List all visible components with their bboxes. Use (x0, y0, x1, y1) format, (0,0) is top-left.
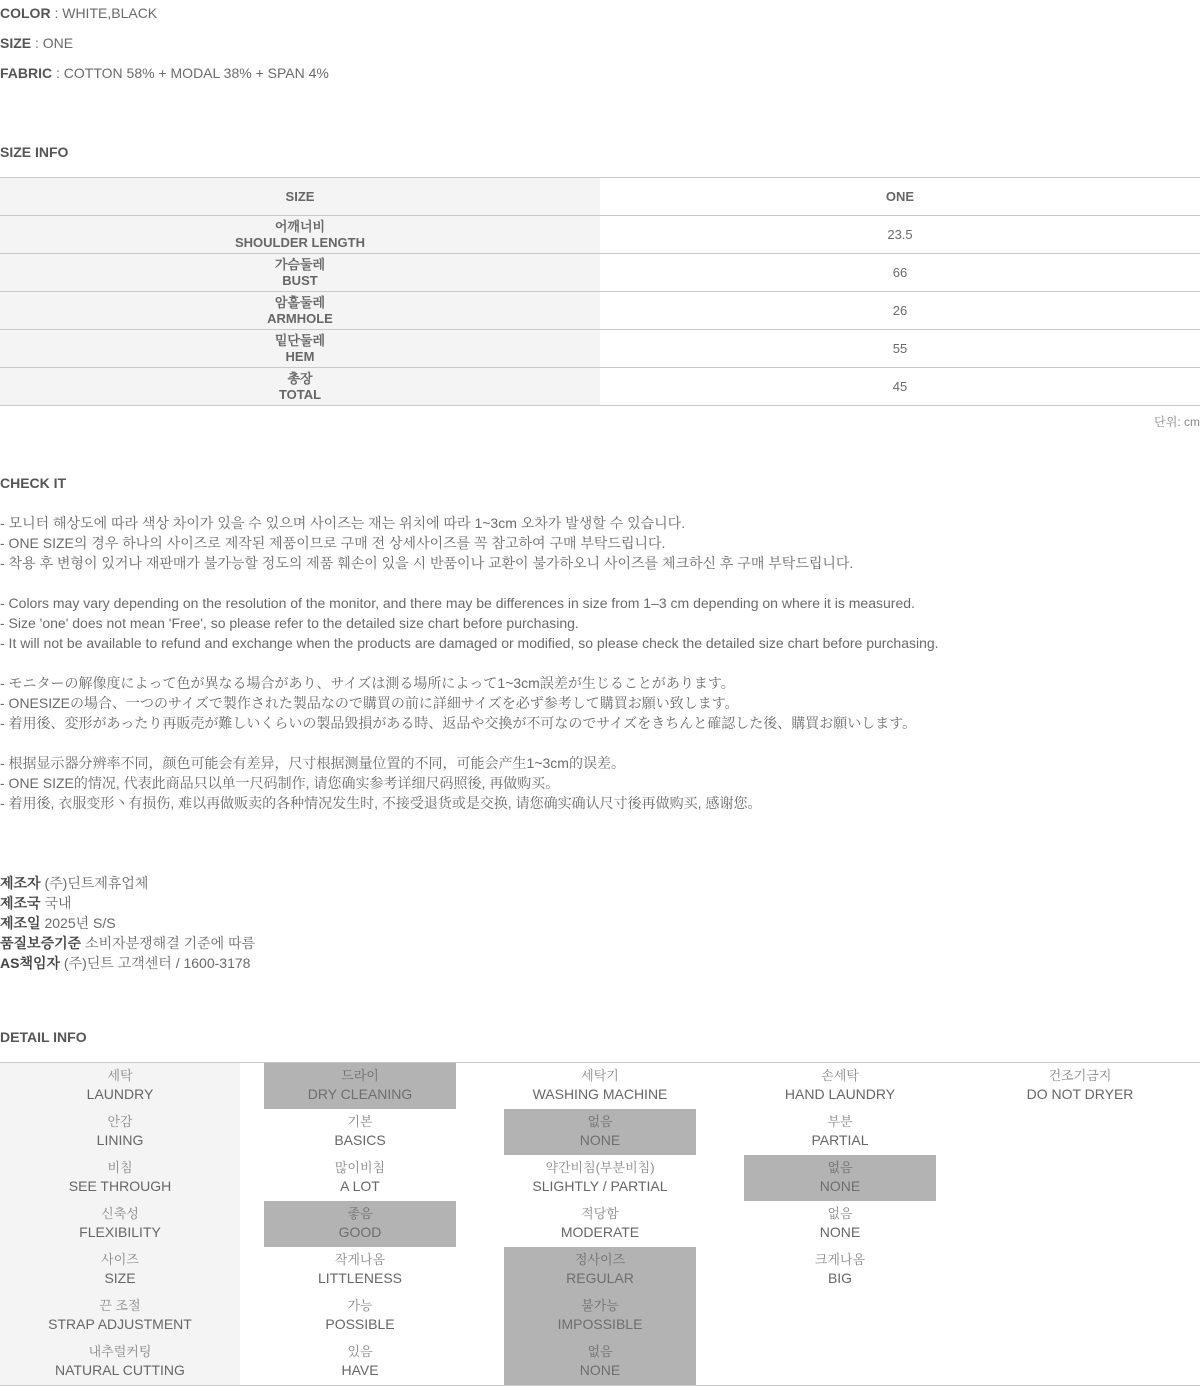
option-en: HAVE (341, 1362, 379, 1378)
spec-value: : COTTON 58% + MODAL 38% + SPAN 4% (56, 65, 329, 81)
detail-row-natural-cutting (0, 1339, 1200, 1385)
detail-label-en: LINING (96, 1132, 144, 1148)
spec-label: SIZE (0, 35, 32, 51)
option-ko: 건조기금지 (1048, 1068, 1112, 1083)
maker-value: 2025년 S/S (44, 915, 116, 931)
measure-label-ko: 암홀둘레 (274, 294, 326, 310)
detail-label-ko: 끈 조절 (99, 1298, 141, 1313)
detail-label (0, 1247, 240, 1293)
spec-size (0, 35, 73, 51)
option-ko: 없음 (587, 1344, 613, 1359)
maker-label: 품질보증기준 (0, 935, 82, 951)
detail-option (264, 1247, 456, 1293)
option-en: SLIGHTLY / PARTIAL (532, 1178, 668, 1194)
table-row (0, 368, 1200, 406)
detail-label-en: SEE THROUGH (68, 1178, 172, 1194)
maker-line (0, 953, 255, 973)
measure-value: 45 (600, 368, 1200, 406)
option-en: HAND LAUNDRY (784, 1086, 896, 1102)
option-en: MODERATE (560, 1224, 640, 1240)
detail-option (504, 1155, 696, 1201)
option-en: BIG (827, 1270, 853, 1286)
table-row (0, 254, 1200, 292)
detail-option (744, 1063, 936, 1109)
option-en: A LOT (340, 1178, 380, 1194)
detail-label (0, 1201, 240, 1247)
check-line: - Colors may vary depending on the resolution of the monitor, and there may be differences in size from 1–3 cm depending on where it is measured. (0, 595, 915, 611)
maker-line (0, 873, 255, 893)
detail-label (0, 1063, 240, 1109)
check-line: - Size 'one' does not mean 'Free', so please refer to the detailed size chart before purchasing. (0, 615, 579, 631)
measure-value: 26 (600, 292, 1200, 330)
detail-label-ko: 신축성 (101, 1206, 139, 1221)
option-en: BASICS (334, 1132, 386, 1148)
detail-label-ko: 비침 (107, 1160, 133, 1175)
table-row (0, 330, 1200, 368)
option-en: NONE (819, 1224, 861, 1240)
check-block-chinese (0, 753, 761, 813)
spec-value: : WHITE,BLACK (54, 5, 158, 21)
detail-option (264, 1201, 456, 1247)
option-en: DO NOT DRYER (1026, 1086, 1134, 1102)
detail-label-en: SIZE (104, 1270, 136, 1286)
measure-label-en: TOTAL (278, 386, 322, 402)
option-ko: 불가능 (581, 1298, 619, 1313)
check-block-japanese (0, 673, 916, 733)
option-ko: 적당함 (581, 1206, 619, 1221)
detail-label-ko: 내추럴커팅 (88, 1344, 152, 1359)
size-header-label: SIZE (0, 178, 600, 216)
measure-label-en: ARMHOLE (267, 310, 333, 326)
maker-label: 제조자 (0, 875, 41, 891)
option-ko: 세탁기 (581, 1068, 619, 1083)
detail-row-strap (0, 1293, 1200, 1339)
detail-option (744, 1109, 936, 1155)
table-row (0, 292, 1200, 330)
measure-label (0, 216, 600, 254)
detail-label (0, 1339, 240, 1385)
detail-label (0, 1155, 240, 1201)
detail-label-ko: 사이즈 (101, 1252, 139, 1267)
detail-option (264, 1109, 456, 1155)
check-line: - ONE SIZE的情况, 代表此商品只以单一尺码制作, 请您确实参考详细尺码照後, 再做购买。 (0, 775, 560, 791)
check-line: - ONESIZEの場合、一つのサイズで製作された製品なので購買の前に詳細サイズを必ず参考して購買お願い致します。 (0, 695, 739, 711)
check-block-korean (0, 513, 853, 573)
detail-option (744, 1155, 936, 1201)
option-ko: 가능 (347, 1298, 373, 1313)
detail-row-laundry (0, 1063, 1200, 1109)
size-info-title: SIZE INFO (0, 144, 69, 160)
option-en: WASHING MACHINE (532, 1086, 668, 1102)
check-line: - 착용 후 변형이 있거나 재판매가 불가능할 정도의 제품 훼손이 있을 시 반품이나 교환이 불가하오니 사이즈를 체크하신 후 구매 부탁드립니다. (0, 555, 854, 571)
option-ko: 없음 (827, 1160, 853, 1175)
check-line: - It will not be available to refund and exchange when the products are damaged or modified, so please check the detailed size chart before purchasing. (0, 635, 939, 651)
detail-label-ko: 안감 (107, 1114, 133, 1129)
measure-label (0, 368, 600, 406)
option-en: NONE (579, 1362, 621, 1378)
table-row (0, 216, 1200, 254)
detail-label (0, 1109, 240, 1155)
spec-fabric (0, 65, 329, 81)
measure-value: 23.5 (600, 216, 1200, 254)
detail-option (264, 1293, 456, 1339)
option-ko: 드라이 (341, 1068, 379, 1083)
option-en: POSSIBLE (325, 1316, 395, 1332)
detail-option (504, 1109, 696, 1155)
option-ko: 없음 (587, 1114, 613, 1129)
check-line: - 모니터 해상도에 따라 색상 차이가 있을 수 있으며 사이즈는 재는 위치에 따라 1~3cm 오차가 발생할 수 있습니다. (0, 515, 686, 531)
option-ko: 작게나옴 (334, 1252, 386, 1267)
detail-option (264, 1155, 456, 1201)
check-line: - モニターの解像度によって色が異なる場合があり、サイズは測る場所によって1~3cm誤差が生じることがあります。 (0, 675, 735, 691)
detail-option (744, 1201, 936, 1247)
check-line: - ONE SIZE의 경우 하나의 사이즈로 제작된 제품이므로 구매 전 상세사이즈를 꼭 참고하여 구매 부탁드립니다. (0, 535, 666, 551)
option-ko: 있음 (347, 1344, 373, 1359)
maker-label: 제조일 (0, 915, 41, 931)
measure-value: 66 (600, 254, 1200, 292)
option-ko: 손세탁 (821, 1068, 859, 1083)
maker-label: 제조국 (0, 895, 41, 911)
maker-line (0, 933, 255, 953)
detail-row-size (0, 1247, 1200, 1293)
measure-label-ko: 밑단둘레 (274, 332, 326, 348)
option-ko: 크게나옴 (814, 1252, 866, 1267)
detail-option (264, 1339, 456, 1385)
maker-value: (주)딘트제휴업체 (44, 875, 149, 891)
detail-table (0, 1062, 1200, 1386)
maker-value: (주)딘트 고객센터 / 1600-3178 (63, 955, 251, 971)
detail-label-ko: 세탁 (107, 1068, 133, 1083)
option-ko: 정사이즈 (574, 1252, 626, 1267)
check-line: - 着用後、変形があったり再販売が難しいくらいの製品毀損がある時、返品や交換が不可なのでサイズをきちんと確認した後、購買お願いします。 (0, 715, 917, 731)
check-block-english (0, 593, 939, 653)
measure-label-en: BUST (282, 272, 318, 288)
measure-value: 55 (600, 330, 1200, 368)
detail-option (264, 1063, 456, 1109)
option-ko: 없음 (827, 1206, 853, 1221)
spec-label: FABRIC (0, 65, 53, 81)
detail-label-en: STRAP ADJUSTMENT (48, 1316, 192, 1332)
detail-label-en: NATURAL CUTTING (55, 1362, 185, 1378)
detail-option (744, 1247, 936, 1293)
detail-option (504, 1293, 696, 1339)
measure-label-ko: 가슴둘레 (274, 256, 326, 272)
option-en: NONE (819, 1178, 861, 1194)
detail-label-en: FLEXIBILITY (79, 1224, 161, 1240)
maker-value: 소비자분쟁해결 기준에 따름 (85, 935, 256, 951)
check-line: - 根据显示器分辨率不同，颜色可能会有差异，尺寸根据测量位置的不同，可能会产生1~3cm的误差。 (0, 755, 625, 771)
check-it-title: CHECK IT (0, 475, 67, 491)
detail-info-title: DETAIL INFO (0, 1029, 87, 1045)
option-ko: 부분 (827, 1114, 853, 1129)
detail-label (0, 1293, 240, 1339)
option-ko: 약간비침(부분비침) (545, 1160, 655, 1175)
detail-option (504, 1339, 696, 1385)
detail-option (504, 1247, 696, 1293)
detail-row-flexibility (0, 1201, 1200, 1247)
option-ko: 많이비침 (334, 1160, 386, 1175)
option-en: DRY CLEANING (307, 1086, 413, 1102)
spec-label: COLOR (0, 5, 51, 21)
maker-value: 국내 (44, 895, 72, 911)
unit-note: 단위: cm (1154, 415, 1200, 429)
detail-option (984, 1063, 1176, 1109)
detail-row-see-through (0, 1155, 1200, 1201)
option-en: GOOD (338, 1224, 382, 1240)
measure-label-ko: 어깨너비 (274, 218, 326, 234)
spec-color (0, 5, 157, 21)
measure-label-en: HEM (285, 348, 315, 364)
option-ko: 기본 (347, 1114, 373, 1129)
maker-info (0, 873, 255, 973)
check-line: - 着用後, 衣服变形丶有损伤, 难以再做贩卖的各种情况发生时, 不接受退货或是交换, 请您确实确认尺寸後再做购买, 感谢您。 (0, 795, 762, 811)
measure-label-en: SHOULDER LENGTH (235, 234, 365, 250)
maker-line (0, 913, 255, 933)
detail-option (504, 1063, 696, 1109)
option-en: LITTLENESS (317, 1270, 403, 1286)
size-table-header (0, 178, 1200, 216)
detail-option (504, 1201, 696, 1247)
measure-label (0, 330, 600, 368)
option-en: IMPOSSIBLE (557, 1316, 643, 1332)
option-en: NONE (579, 1132, 621, 1148)
detail-row-lining (0, 1109, 1200, 1155)
option-en: REGULAR (566, 1270, 634, 1286)
option-ko: 좋음 (347, 1206, 373, 1221)
detail-label-en: LAUNDRY (86, 1086, 154, 1102)
maker-label: AS책임자 (0, 955, 61, 971)
measure-label-ko: 총장 (287, 370, 313, 386)
size-header-value: ONE (600, 178, 1200, 216)
size-table (0, 177, 1200, 406)
measure-label (0, 292, 600, 330)
maker-line (0, 893, 255, 913)
spec-value: : ONE (35, 35, 74, 51)
measure-label (0, 254, 600, 292)
option-en: PARTIAL (811, 1132, 869, 1148)
